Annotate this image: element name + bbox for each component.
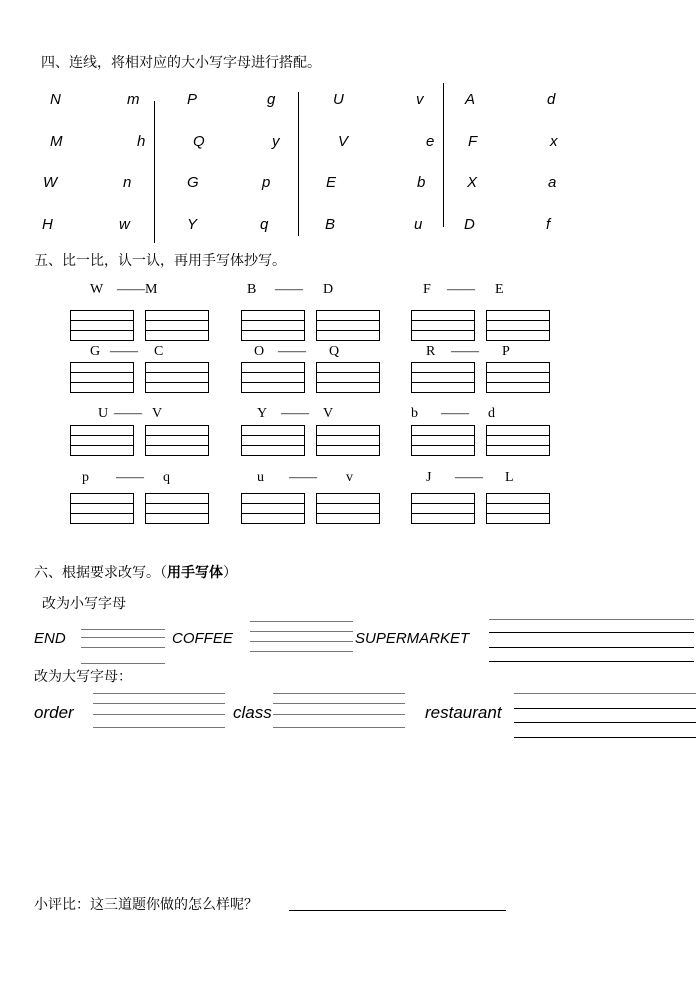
uppercase-instruction: 改为大写字母：: [34, 669, 132, 685]
pair-letter-left: J: [426, 470, 432, 485]
pair-dash: ——: [451, 344, 479, 359]
word-restaurant: restaurant: [425, 703, 502, 722]
lowercase-instruction: 改为小写字母: [42, 596, 126, 612]
pair-letter-right: d: [488, 406, 495, 421]
letter-1-0[interactable]: M: [50, 133, 63, 150]
writing-box[interactable]: [411, 310, 475, 341]
writing-box[interactable]: [486, 493, 550, 524]
letter-1-2[interactable]: Q: [193, 133, 205, 150]
letter-0-1[interactable]: m: [127, 91, 140, 108]
writing-box[interactable]: [411, 493, 475, 524]
writing-box[interactable]: [145, 425, 209, 456]
letter-2-3[interactable]: p: [262, 174, 271, 191]
writing-box[interactable]: [486, 310, 550, 341]
divider-line: [154, 101, 155, 243]
letter-1-4[interactable]: V: [338, 133, 349, 150]
writing-box[interactable]: [411, 425, 475, 456]
writing-box[interactable]: [70, 362, 134, 393]
letter-0-0[interactable]: N: [50, 91, 61, 108]
pair-dash: ——: [117, 282, 145, 297]
letter-0-6[interactable]: A: [465, 91, 476, 108]
writing-box[interactable]: [316, 493, 380, 524]
letter-2-7[interactable]: a: [548, 174, 557, 191]
pair-dash: ——: [455, 470, 483, 485]
writing-box[interactable]: [70, 310, 134, 341]
letter-1-5[interactable]: e: [426, 133, 435, 150]
pair-dash: ——: [441, 406, 469, 421]
letter-2-2[interactable]: G: [187, 174, 199, 191]
pair-letter-right: Q: [329, 344, 340, 359]
writing-box[interactable]: [411, 362, 475, 393]
letter-3-4[interactable]: B: [325, 216, 336, 233]
pair-letter-left: B: [247, 282, 257, 297]
writing-box[interactable]: [316, 310, 380, 341]
letter-0-4[interactable]: U: [333, 91, 344, 108]
letter-3-6[interactable]: D: [464, 216, 475, 233]
pair-dash: ——: [289, 470, 317, 485]
pair-letter-right: C: [154, 344, 164, 359]
writing-box[interactable]: [241, 425, 305, 456]
pair-letter-right: v: [346, 470, 353, 485]
letter-1-7[interactable]: x: [550, 133, 558, 150]
writing-box[interactable]: [316, 425, 380, 456]
divider-line: [443, 83, 444, 227]
pair-dash: ——: [447, 282, 475, 297]
pair-dash: ——: [110, 344, 138, 359]
pair-dash: ——: [275, 282, 303, 297]
word-class: class: [233, 703, 272, 722]
pair-dash: ——: [116, 470, 144, 485]
letter-0-5[interactable]: v: [416, 91, 424, 108]
writing-box[interactable]: [241, 493, 305, 524]
letter-2-0[interactable]: W: [43, 174, 58, 191]
word-coffee: COFFEE: [172, 630, 233, 647]
letter-1-3[interactable]: y: [272, 133, 280, 150]
review-answer-line[interactable]: [289, 910, 506, 911]
letter-3-5[interactable]: u: [414, 216, 423, 233]
pair-letter-left: p: [82, 470, 89, 485]
pair-letter-left: O: [254, 344, 265, 359]
pair-letter-left: W: [90, 282, 104, 297]
word-supermarket: SUPERMARKET: [355, 630, 470, 647]
pair-letter-right: V: [323, 406, 334, 421]
pair-letter-right: q: [163, 470, 170, 485]
pair-letter-right: E: [495, 282, 504, 297]
writing-box[interactable]: [145, 493, 209, 524]
pair-dash: ——: [278, 344, 306, 359]
pair-letter-right: M: [145, 282, 158, 297]
letter-1-6[interactable]: F: [468, 133, 478, 150]
writing-box[interactable]: [145, 362, 209, 393]
pair-letter-left: Y: [257, 406, 268, 421]
writing-box[interactable]: [316, 362, 380, 393]
writing-box[interactable]: [70, 425, 134, 456]
pair-letter-right: P: [502, 344, 510, 359]
pair-letter-right: D: [323, 282, 334, 297]
pair-letter-left: u: [257, 470, 264, 485]
letter-3-3[interactable]: q: [260, 216, 269, 233]
pair-dash: ——: [281, 406, 309, 421]
letter-3-7[interactable]: f: [546, 216, 551, 233]
letter-0-2[interactable]: P: [187, 91, 198, 108]
pair-letter-left: b: [411, 406, 418, 421]
divider-line: [298, 92, 299, 236]
letter-2-6[interactable]: X: [467, 174, 478, 191]
section6-heading: 六、根据要求改写。（用手写体）: [34, 565, 237, 581]
pair-letter-right: L: [505, 470, 514, 485]
word-order: order: [34, 703, 74, 722]
pair-letter-left: F: [423, 282, 431, 297]
writing-box[interactable]: [70, 493, 134, 524]
section4-heading: 四、连线，将相对应的大小写字母进行搭配。: [41, 55, 321, 71]
writing-box[interactable]: [486, 425, 550, 456]
letter-2-5[interactable]: b: [417, 174, 426, 191]
writing-box[interactable]: [145, 310, 209, 341]
writing-box[interactable]: [486, 362, 550, 393]
pair-letter-right: V: [152, 406, 163, 421]
letter-0-7[interactable]: d: [547, 91, 556, 108]
letter-2-1[interactable]: n: [123, 174, 132, 191]
pair-letter-left: U: [98, 406, 109, 421]
review-prompt: 小评比：这三道题你做的怎么样呢？: [34, 897, 258, 913]
letter-3-1[interactable]: w: [119, 216, 130, 233]
letter-3-2[interactable]: Y: [187, 216, 198, 233]
letter-2-4[interactable]: E: [326, 174, 337, 191]
pair-letter-left: R: [426, 344, 436, 359]
writing-box[interactable]: [241, 310, 305, 341]
letter-3-0[interactable]: H: [42, 216, 53, 233]
pair-dash: ——: [114, 406, 142, 421]
letter-0-3[interactable]: g: [267, 91, 276, 108]
writing-box[interactable]: [241, 362, 305, 393]
section5-heading: 五、比一比，认一认，再用手写体抄写。: [34, 253, 286, 269]
word-end: END: [34, 630, 66, 647]
pair-letter-left: G: [90, 344, 101, 359]
letter-1-1[interactable]: h: [137, 133, 146, 150]
